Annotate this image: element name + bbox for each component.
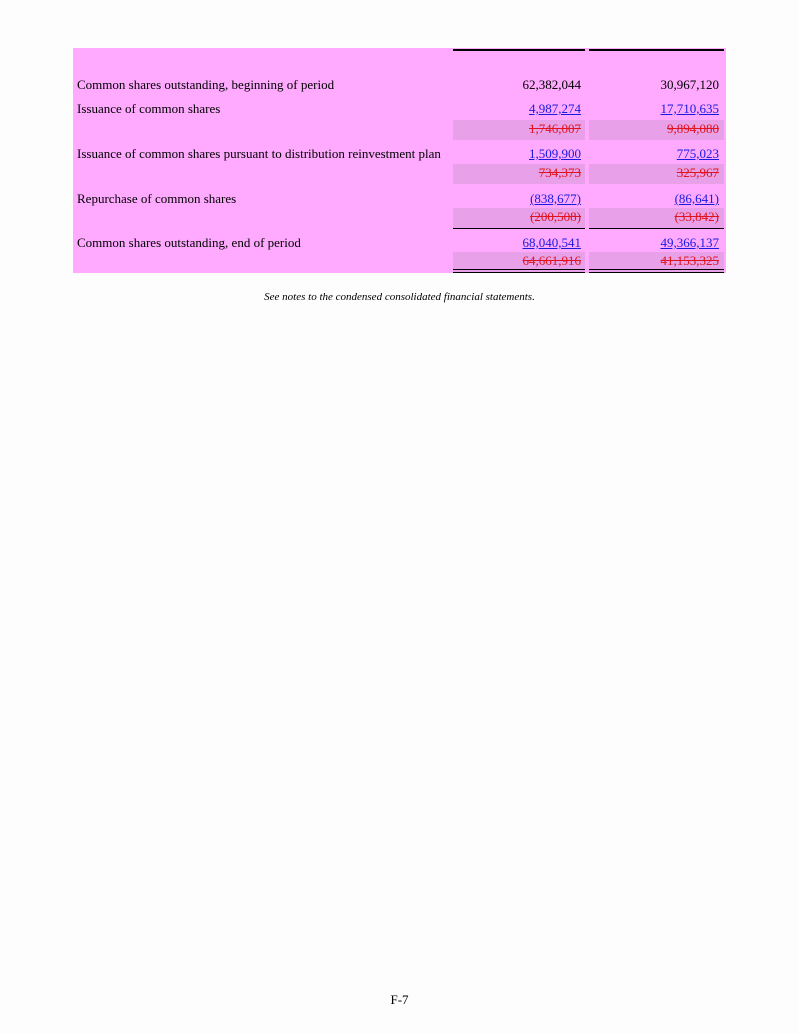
column2-revised-value[interactable]: 49,366,137 bbox=[660, 235, 719, 250]
column2-deleted-value: 9,894,080 bbox=[667, 121, 719, 136]
column1-revised-value[interactable]: 4,987,274 bbox=[529, 101, 581, 116]
column1-revised-value[interactable]: 68,040,541 bbox=[522, 235, 581, 250]
row-label: Common shares outstanding, beginning of period bbox=[77, 77, 335, 92]
column1-revised-value[interactable]: 1,509,900 bbox=[529, 146, 581, 161]
column2-revised-value[interactable]: 17,710,635 bbox=[660, 101, 719, 116]
row-label: Common shares outstanding, end of period bbox=[77, 235, 301, 250]
column2-deleted-value: 41,153,325 bbox=[660, 253, 719, 268]
column2-revised-value[interactable]: (86,641) bbox=[674, 191, 719, 206]
column1-revised-value[interactable]: (838,677) bbox=[530, 191, 581, 206]
column1-deleted-value: 1,746,007 bbox=[529, 121, 581, 136]
subtotal-rule bbox=[453, 228, 585, 229]
column1-deleted-value: 64,661,916 bbox=[522, 253, 581, 268]
row-label: Issuance of common shares pursuant to distribution reinvestment plan bbox=[77, 146, 441, 161]
total-double-rule bbox=[589, 269, 724, 273]
page-number: F-7 bbox=[390, 992, 409, 1007]
row-label: Repurchase of common shares bbox=[77, 191, 237, 206]
subtotal-rule bbox=[589, 228, 724, 229]
column1-deleted-value: 734,373 bbox=[538, 165, 581, 180]
column2-deleted-value: 325,967 bbox=[676, 165, 719, 180]
column2-value: 30,967,120 bbox=[660, 77, 719, 92]
column1-deleted-value: (200,508) bbox=[530, 209, 581, 224]
shares-outstanding-table bbox=[73, 48, 726, 273]
row-label: Issuance of common shares bbox=[77, 101, 221, 116]
column2-revised-value[interactable]: 775,023 bbox=[676, 146, 719, 161]
column1-top-rule bbox=[453, 49, 585, 51]
column2-top-rule bbox=[589, 49, 724, 51]
column2-deleted-value: (33,842) bbox=[674, 209, 719, 224]
total-double-rule bbox=[453, 269, 585, 273]
column1-value: 62,382,044 bbox=[522, 77, 581, 92]
footnote: See notes to the condensed consolidated financial statements. bbox=[264, 291, 535, 303]
